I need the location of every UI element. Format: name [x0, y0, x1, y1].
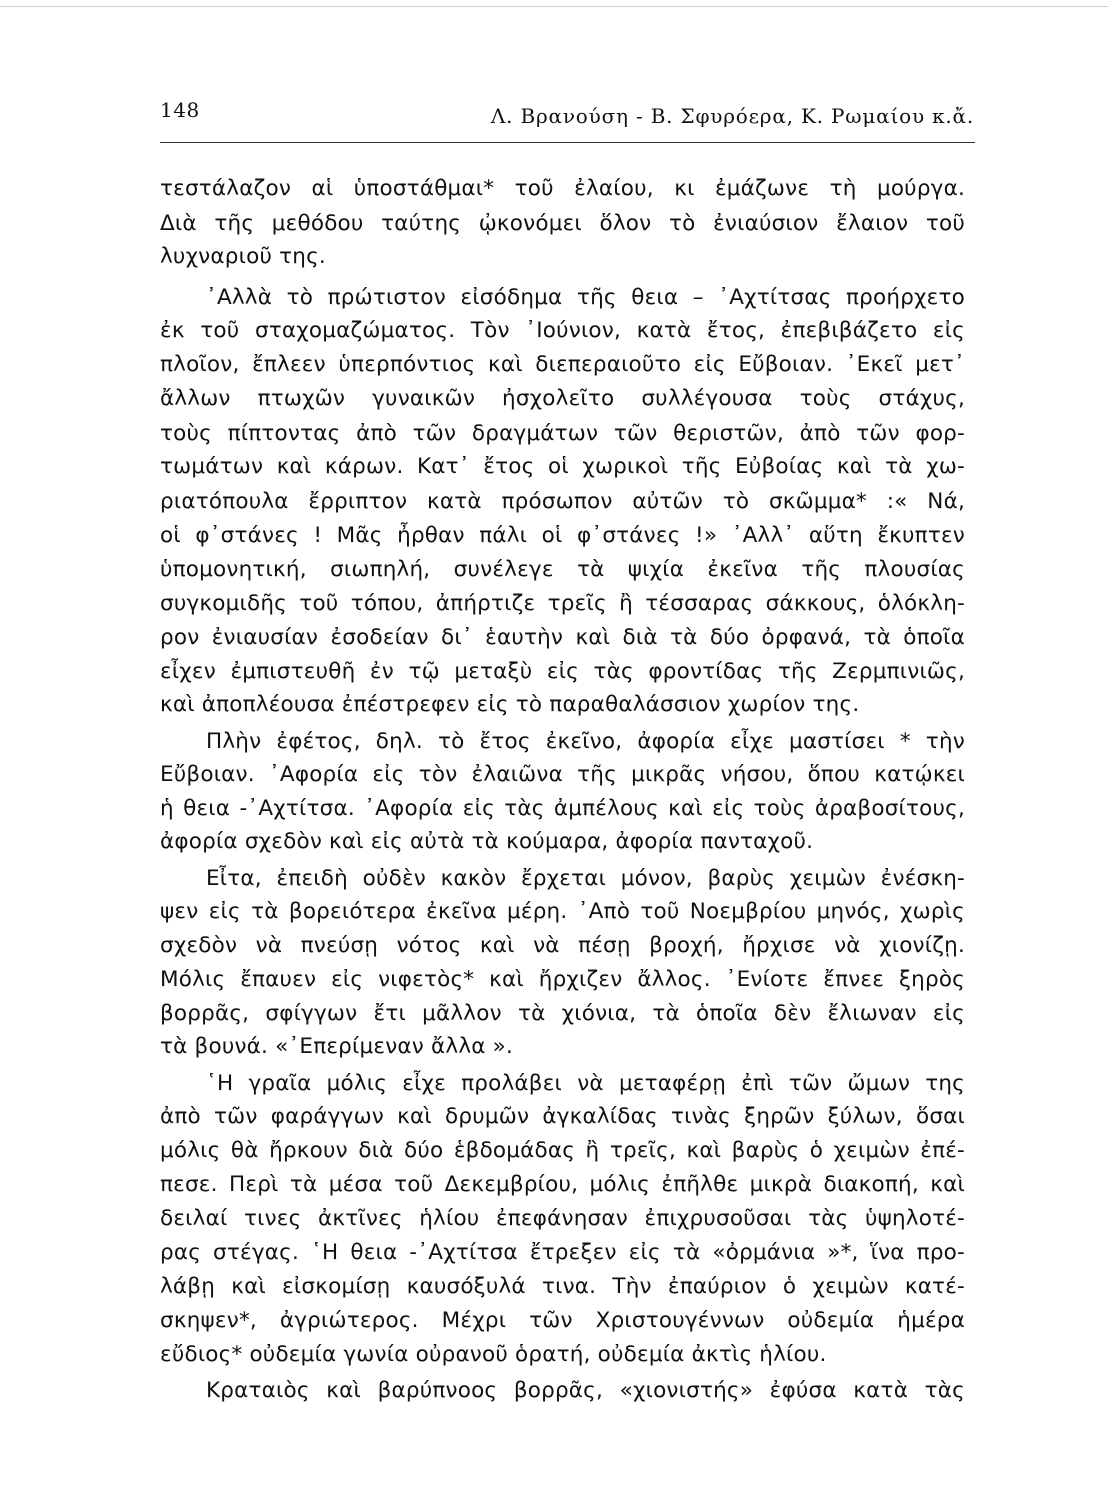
- text-line: ἀφορία σχεδὸν καὶ εἰς αὐτὰ τὰ κούμαρα, ἀφορία πανταχοῦ.: [160, 829, 814, 854]
- text-line: εὔδιος* οὐδεμία γωνία οὐρανοῦ ὁρατή, οὐδεμία ἀκτὶς ἡλίου.: [160, 1342, 827, 1367]
- text-line: ἡ θεια -᾿Αχτίτσα. ᾿Αφορία εἰς τὰς ἀμπέλους καὶ εἰς τοὺς ἀραβοσίτους,: [160, 796, 965, 821]
- text-line: ἐκ τοῦ σταχομαζώματος. Τὸν ᾿Ιούνιον, κατὰ ἔτος, ἐπεβιβάζετο εἰς: [160, 318, 965, 343]
- text-line: εἶχεν ἐμπιστευθῆ ἐν τῷ μεταξὺ εἰς τὰς φροντίδας τῆς Ζερμπινιῶς,: [160, 659, 965, 684]
- text-line: ἀπὸ τῶν φαράγγων καὶ δρυμῶν ἀγκαλίδας τινὰς ξηρῶν ξύλων, ὅσαι: [160, 1104, 965, 1129]
- text-line: ρον ἐνιαυσίαν ἐσοδείαν δι᾿ ἑαυτὴν καὶ διὰ τὰ δύο ὀρφανά, τὰ ὁποῖα: [160, 625, 965, 650]
- text-line: Διὰ τῆς μεθόδου ταύτης ᾠκονόμει ὅλον τὸ ἐνιαύσιον ἔλαιον τοῦ: [160, 211, 965, 236]
- text-line: Πλὴν ἐφέτος, δηλ. τὸ ἔτος ἐκεῖνο, ἀφορία εἶχε μαστίσει * τὴν: [206, 729, 965, 754]
- text-line: ριατόπουλα ἔρριπτον κατὰ πρόσωπον αὐτῶν τὸ σκῶμμα* :« Νά,: [160, 489, 965, 514]
- text-line: Εὔβοιαν. ᾿Αφορία εἰς τὸν ἐλαιῶνα τῆς μικρᾶς νήσου, ὅπου κατῴκει: [160, 762, 965, 787]
- text-line: λυχναριοῦ της.: [160, 244, 326, 269]
- page-number: 148: [160, 98, 200, 122]
- text-line: πλοῖον, ἔπλεεν ὑπερπόντιος καὶ διεπεραιοῦτο εἰς Εὔβοιαν. ᾿Εκεῖ μετ᾿: [160, 352, 965, 377]
- text-line: Εἶτα, ἐπειδὴ οὐδὲν κακὸν ἔρχεται μόνον, βαρὺς χειμὼν ἐνέσκη-: [206, 866, 965, 891]
- text-line: συγκομιδῆς τοῦ τόπου, ἀπήρτιζε τρεῖς ἢ τέσσαρας σάκκους, ὁλόκλη-: [160, 591, 965, 616]
- text-line: σκηψεν*, ἀγριώτερος. Μέχρι τῶν Χριστουγέννων οὐδεμία ἡμέρα: [160, 1308, 965, 1333]
- text-line: δειλαί τινες ἀκτῖνες ἡλίου ἐπεφάνησαν ἐπιχρυσοῦσαι τὰς ὑψηλοτέ-: [160, 1206, 965, 1231]
- text-line: ἄλλων πτωχῶν γυναικῶν ἠσχολεῖτο συλλέγουσα τοὺς στάχυς,: [160, 386, 965, 411]
- text-line: Μόλις ἔπαυεν εἰς νιφετὸς* καὶ ἤρχιζεν ἄλλος. ᾿Ενίοτε ἔπνεε ξηρὸς: [160, 967, 965, 992]
- text-line: τοὺς πίπτοντας ἀπὸ τῶν δραγμάτων τῶν θεριστῶν, ἀπὸ τῶν φορ-: [160, 421, 965, 446]
- text-line: ὑπομονητική, σιωπηλή, συνέλεγε τὰ ψιχία ἐκεῖνα τῆς πλουσίας: [160, 557, 965, 582]
- text-line: τωμάτων καὶ κάρων. Κατ᾿ ἔτος οἱ χωρικοὶ τῆς Εὐβοίας καὶ τὰ χω-: [160, 454, 965, 479]
- text-line: σχεδὸν νὰ πνεύσῃ νότος καὶ νὰ πέσῃ βροχή, ἤρχισε νὰ χιονίζῃ.: [160, 933, 965, 958]
- text-line: Κραταιὸς καὶ βαρύπνοος βορρᾶς, «χιονιστής» ἐφύσα κατὰ τὰς: [206, 1378, 965, 1403]
- text-line: βορρᾶς, σφίγγων ἔτι μᾶλλον τὰ χιόνια, τὰ ὁποῖα δὲν ἔλιωναν εἰς: [160, 1001, 965, 1026]
- text-line: καὶ ἀποπλέουσα ἐπέστρεφεν εἰς τὸ παραθαλάσσιον χωρίον της.: [160, 692, 860, 717]
- text-line: τὰ βουνά. «᾿Επερίμεναν ἄλλα ».: [160, 1034, 514, 1059]
- text-line: ᾿Αλλὰ τὸ πρώτιστον εἰσόδημα τῆς θεια – ᾿Αχτίτσας προήρχετο: [206, 285, 965, 310]
- text-line: ρας στέγας. ῾Η θεια -᾿Αχτίτσα ἔτρεξεν εἰς τὰ «ὀρμάνια »*, ἵνα προ-: [160, 1240, 965, 1265]
- text-line: λάβῃ καὶ εἰσκομίσῃ καυσόξυλά τινα. Τὴν ἐπαύριον ὁ χειμὼν κατέ-: [160, 1274, 965, 1299]
- running-head: Λ. Βρανούση - Β. Σφυρόερα, Κ. Ρωμαίου κ.ἄ.: [490, 104, 974, 128]
- text-line: μόλις θὰ ἤρκουν διὰ δύο ἑβδομάδας ἢ τρεῖς, καὶ βαρὺς ὁ χειμὼν ἐπέ-: [160, 1138, 965, 1163]
- text-line: τεστάλαζον αἱ ὑποστάθμαι* τοῦ ἐλαίου, κι ἐμάζωνε τὴ μούργα.: [160, 176, 965, 201]
- text-line: πεσε. Περὶ τὰ μέσα τοῦ Δεκεμβρίου, μόλις ἐπῆλθε μικρὰ διακοπή, καὶ: [160, 1172, 965, 1197]
- text-line: ῾Η γραῖα μόλις εἶχε προλάβει νὰ μεταφέρῃ ἐπὶ τῶν ὤμων της: [206, 1071, 965, 1096]
- text-line: οἱ φ᾿στάνες ! Μᾶς ἦρθαν πάλι οἱ φ᾿στάνες !» ᾿Αλλ᾿ αὕτη ἔκυπτεν: [160, 523, 965, 548]
- text-line: ψεν εἰς τὰ βορειότερα ἐκεῖνα μέρη. ᾿Απὸ τοῦ Νοεμβρίου μηνός, χωρὶς: [160, 899, 965, 924]
